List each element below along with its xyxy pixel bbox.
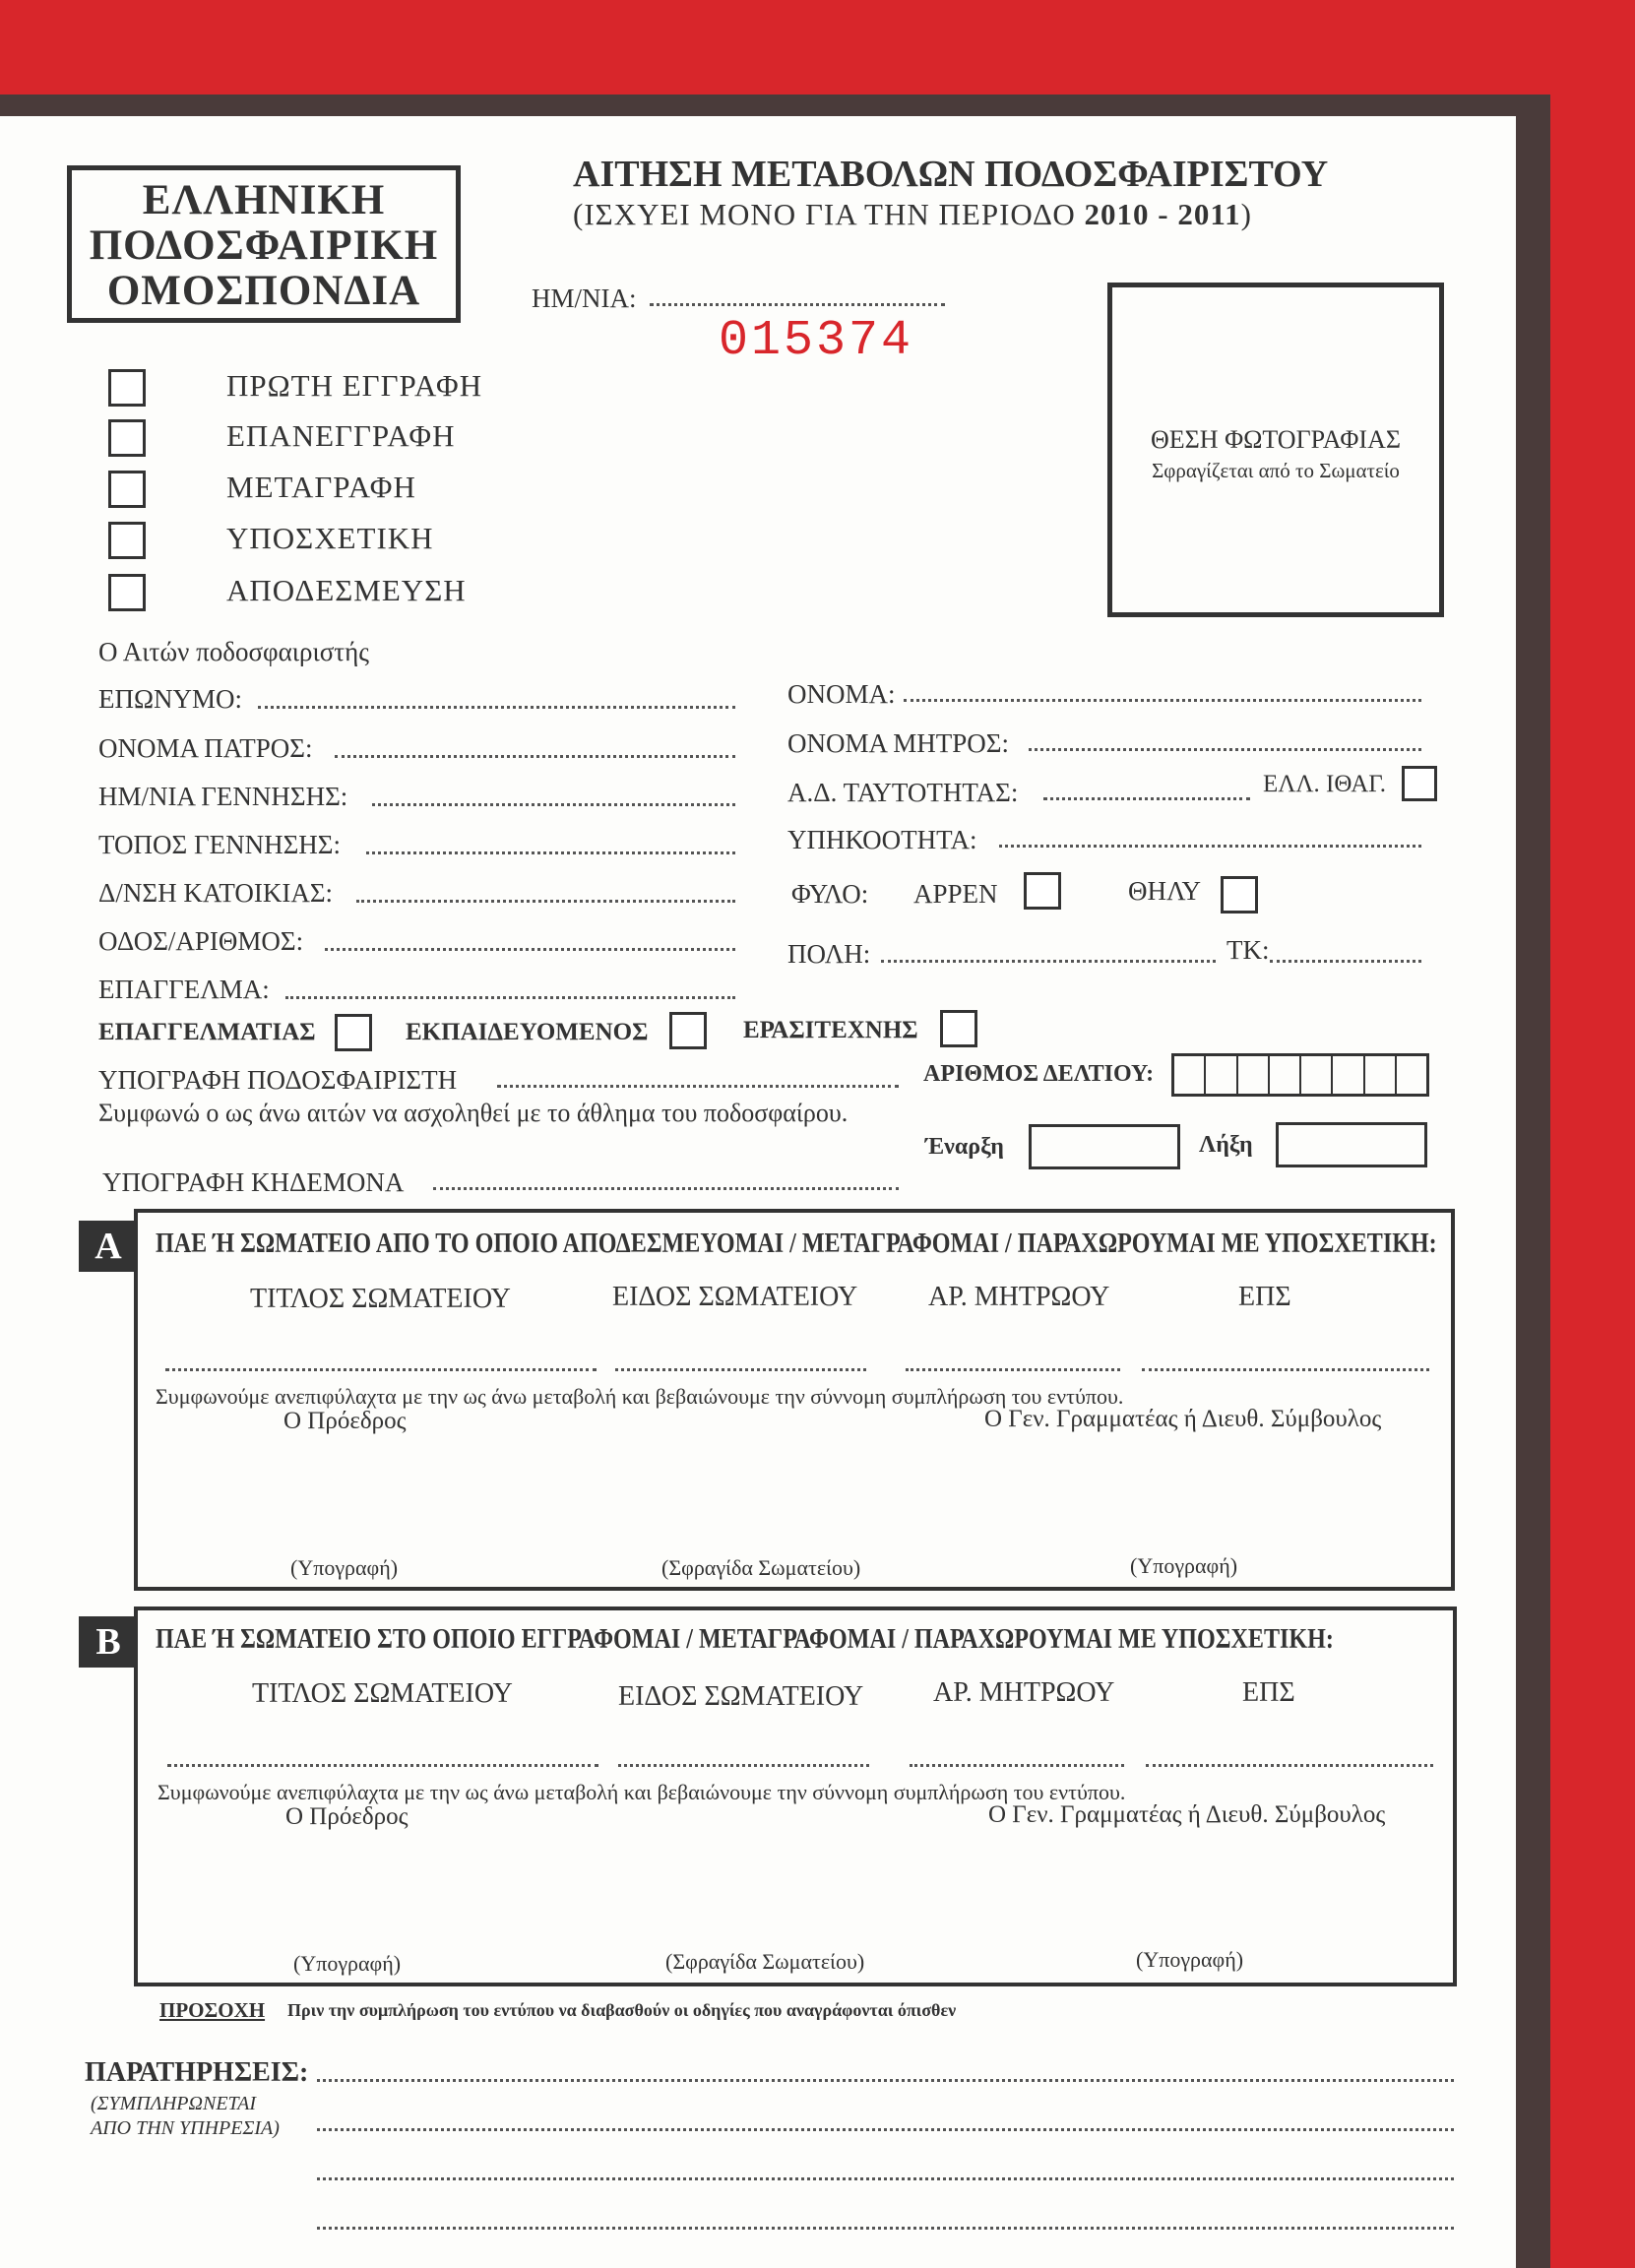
section-a-president-signature: (Υπογραφή) bbox=[290, 1555, 399, 1580]
remarks-line-3[interactable] bbox=[317, 2177, 1454, 2180]
field-birth-date[interactable] bbox=[372, 803, 735, 806]
label-greek-nationality: ΕΛΛ. ΙΘΑΓ. bbox=[1263, 771, 1386, 797]
label-gender: ΦΥΛΟ: bbox=[791, 879, 869, 909]
checkbox-trainee[interactable] bbox=[669, 1012, 707, 1049]
label-id-card: Α.Δ. ΤΑΥΤΟΤΗΤΑΣ: bbox=[787, 778, 1019, 807]
remarks-label: ΠΑΡΑΤΗΡΗΣΕΙΣ: bbox=[85, 2057, 309, 2088]
remarks-note-line-2: ΑΠΟ ΤΗΝ ΥΠΗΡΕΣΙΑ) bbox=[91, 2117, 280, 2139]
field-profession[interactable] bbox=[285, 996, 735, 999]
label-first-registration: ΠΡΩΤΗ ΕΓΓΡΑΦΗ bbox=[226, 368, 483, 403]
label-player-signature: ΥΠΟΓΡΑΦΗ ΠΟΔΟΣΦΑΙΡΙΣΤΗ bbox=[98, 1065, 458, 1095]
label-surname: ΕΠΩΝΥΜΟ: bbox=[98, 684, 243, 714]
label-mother-name: ΟΝΟΜΑ ΜΗΤΡΟΣ: bbox=[787, 728, 1009, 758]
label-postal-code: ΤΚ: bbox=[1226, 935, 1270, 965]
serial-number: 015374 bbox=[719, 313, 914, 369]
field-surname[interactable] bbox=[258, 706, 735, 709]
checkbox-transfer[interactable] bbox=[108, 471, 146, 508]
form-title: ΑΙΤΗΣΗ ΜΕΤΑΒΟΛΩΝ ΠΟΔΟΣΦΑΙΡΙΣΤΟΥ bbox=[573, 154, 1329, 195]
section-a-letter: Α bbox=[79, 1221, 138, 1272]
field-address[interactable] bbox=[356, 900, 735, 903]
field-name[interactable] bbox=[904, 699, 1421, 702]
checkbox-female[interactable] bbox=[1221, 876, 1258, 914]
label-promissory: ΥΠΟΣΧΕΤΙΚΗ bbox=[226, 521, 434, 555]
section-a-field-title[interactable] bbox=[165, 1368, 597, 1371]
label-address: Δ/ΝΣΗ ΚΑΤΟΙΚΙΑΣ: bbox=[98, 878, 334, 908]
section-b-field-registry[interactable] bbox=[910, 1764, 1124, 1767]
section-b-president: Ο Πρόεδρος bbox=[285, 1803, 409, 1830]
label-profession: ΕΠΑΓΓΕΛΜΑ: bbox=[98, 975, 270, 1004]
section-b-col-title: ΤΙΤΛΟΣ ΣΩΜΑΤΕΙΟΥ bbox=[252, 1678, 513, 1709]
field-end[interactable] bbox=[1276, 1122, 1427, 1167]
form-subtitle: (ΙΣΧΥΕΙ ΜΟΝΟ ΓΙΑ ΤΗΝ ΠΕΡΙΟΔΟ 2010 - 2011) bbox=[573, 197, 1252, 231]
label-male: ΑΡΡΕΝ bbox=[913, 879, 998, 909]
field-city[interactable] bbox=[881, 960, 1216, 963]
section-a-col-registry: ΑΡ. ΜΗΤΡΩΟΥ bbox=[928, 1282, 1110, 1312]
field-mother-name[interactable] bbox=[1029, 748, 1421, 751]
checkbox-amateur[interactable] bbox=[940, 1010, 977, 1047]
checkbox-greek-nationality[interactable] bbox=[1402, 766, 1437, 801]
label-trainee: ΕΚΠΑΙΔΕΥΟΜΕΝΟΣ bbox=[406, 1019, 649, 1045]
checkbox-re-registration[interactable] bbox=[108, 419, 146, 457]
field-postal-code[interactable] bbox=[1270, 960, 1421, 963]
label-amateur: ΕΡΑΣΙΤΕΧΝΗΣ bbox=[743, 1017, 918, 1043]
photo-box-title: ΘΕΣΗ ΦΩΤΟΓΡΑΦΙΑΣ bbox=[1151, 425, 1401, 454]
organization-line-2: ΠΟΔΟΣΦΑΙΡΙΚΗ bbox=[89, 222, 439, 269]
section-b-agreement: Συμφωνούμε ανεπιφύλαχτα με την ως άνω μεταβολή και βεβαιώνουμε την σύννομη συμπλήρωση του εντύπου. bbox=[157, 1780, 1126, 1804]
label-release: ΑΠΟΔΕΣΜΕΥΣΗ bbox=[226, 573, 467, 607]
checkbox-male[interactable] bbox=[1024, 872, 1061, 910]
remarks-note-line-1: (ΣΥΜΠΛΗΡΩΝΕΤΑΙ bbox=[91, 2093, 257, 2114]
section-a-heading: ΠΑΕ Ή ΣΩΜΑΤΕΙΟ ΑΠΟ ΤΟ ΟΠΟΙΟ ΑΠΟΔΕΣΜΕΥΟΜΑΙ / ΜΕΤΑΓΡΑΦΟΜΑΙ / ΠΑΡΑΧΩΡΟΥΜΑΙ ΜΕ ΥΠΟΣΧΕΤΙΚΗ: bbox=[156, 1228, 1437, 1259]
label-female: ΘΗΛΥ bbox=[1128, 876, 1201, 906]
consent-text: Συμφωνώ ο ως άνω αιτών να ασχοληθεί με το άθλημα του ποδοσφαίρου. bbox=[98, 1099, 849, 1127]
label-guardian-signature: ΥΠΟΓΡΑΦΗ ΚΗΔΕΜΟΝΑ bbox=[102, 1167, 405, 1197]
notice-label: ΠΡΟΣΟΧΗ bbox=[159, 1998, 266, 2022]
checkbox-promissory[interactable] bbox=[108, 522, 146, 559]
field-citizenship[interactable] bbox=[999, 845, 1421, 848]
section-a-field-registry[interactable] bbox=[906, 1368, 1120, 1371]
section-a-president: Ο Πρόεδρος bbox=[283, 1408, 407, 1434]
checkbox-professional[interactable] bbox=[335, 1014, 372, 1051]
organization-line-1: ΕΛΛΗΝΙΚΗ bbox=[142, 177, 386, 223]
section-a-col-eps: ΕΠΣ bbox=[1238, 1282, 1291, 1312]
section-b-col-registry: ΑΡ. ΜΗΤΡΩΟΥ bbox=[933, 1677, 1115, 1708]
section-b-club-stamp: (Σφραγίδα Σωματείου) bbox=[665, 1949, 865, 1974]
section-a-agreement: Συμφωνούμε ανεπιφύλαχτα με την ως άνω μεταβολή και βεβαιώνουμε την σύννομη συμπλήρωση του εντύπου. bbox=[156, 1384, 1124, 1409]
label-end: Λήξη bbox=[1199, 1132, 1253, 1158]
section-b-col-type: ΕΙΔΟΣ ΣΩΜΑΤΕΙΟΥ bbox=[618, 1681, 864, 1712]
label-card-number: ΑΡΙΘΜΟΣ ΔΕΛΤΙΟΥ: bbox=[923, 1061, 1155, 1087]
field-guardian-signature[interactable] bbox=[433, 1187, 899, 1190]
field-player-signature[interactable] bbox=[497, 1085, 899, 1088]
card-number-boxes[interactable] bbox=[1171, 1053, 1429, 1097]
label-start: Έναρξη bbox=[925, 1134, 1004, 1160]
label-father-name: ΟΝΟΜΑ ΠΑΤΡΟΣ: bbox=[98, 733, 313, 763]
section-b-field-eps[interactable] bbox=[1146, 1764, 1433, 1767]
label-street-number: ΟΔΟΣ/ΑΡΙΘΜΟΣ: bbox=[98, 926, 304, 956]
label-birth-place: ΤΟΠΟΣ ΓΕΝΝΗΣΗΣ: bbox=[98, 830, 341, 859]
section-b-secretary-signature: (Υπογραφή) bbox=[1136, 1947, 1244, 1972]
section-a-col-title: ΤΙΤΛΟΣ ΣΩΜΑΤΕΙΟΥ bbox=[250, 1284, 511, 1314]
field-birth-place[interactable] bbox=[366, 851, 735, 854]
section-b-president-signature: (Υπογραφή) bbox=[293, 1951, 402, 1976]
section-b-heading: ΠΑΕ Ή ΣΩΜΑΤΕΙΟ ΣΤΟ ΟΠΟΙΟ ΕΓΓΡΑΦΟΜΑΙ / ΜΕΤΑΓΡΑΦΟΜΑΙ / ΠΑΡΑΧΩΡΟΥΜΑΙ ΜΕ ΥΠΟΣΧΕΤΙΚΗ: bbox=[156, 1624, 1334, 1655]
label-name: ΟΝΟΜΑ: bbox=[787, 679, 896, 709]
applicant-intro: Ο Αιτών ποδοσφαιριστής bbox=[98, 637, 369, 666]
section-b-col-eps: ΕΠΣ bbox=[1242, 1677, 1295, 1708]
section-a-col-type: ΕΙΔΟΣ ΣΩΜΑΤΕΙΟΥ bbox=[612, 1282, 858, 1312]
section-a-secretary-signature: (Υπογραφή) bbox=[1130, 1553, 1238, 1578]
section-a-club-stamp: (Σφραγίδα Σωματείου) bbox=[661, 1555, 861, 1580]
photo-box-subtitle: Σφραγίζεται από το Σωματείο bbox=[1152, 459, 1400, 482]
label-birth-date: ΗΜ/ΝΙΑ ΓΕΝΝΗΣΗΣ: bbox=[98, 782, 348, 811]
label-re-registration: ΕΠΑΝΕΓΓΡΑΦΗ bbox=[226, 418, 456, 453]
checkbox-first-registration[interactable] bbox=[108, 369, 146, 407]
field-start[interactable] bbox=[1029, 1124, 1180, 1169]
section-a-secretary: Ο Γεν. Γραμματέας ή Διευθ. Σύμβουλος bbox=[984, 1406, 1382, 1432]
field-id-card[interactable] bbox=[1043, 797, 1250, 800]
section-b-field-type[interactable] bbox=[618, 1764, 869, 1767]
remarks-line-2[interactable] bbox=[317, 2128, 1454, 2131]
date-label: ΗΜ/ΝΙΑ: bbox=[532, 284, 637, 313]
label-city: ΠΟΛΗ: bbox=[787, 939, 871, 969]
section-a-field-eps[interactable] bbox=[1142, 1368, 1429, 1371]
section-b-letter: Β bbox=[79, 1616, 138, 1668]
remarks-line-4[interactable] bbox=[317, 2227, 1454, 2230]
notice-text: Πριν την συμπλήρωση του εντύπου να διαβασθούν οι οδηγίες που αναγράφονται όπισθεν bbox=[287, 2000, 957, 2020]
section-a-field-type[interactable] bbox=[615, 1368, 866, 1371]
section-b-field-title[interactable] bbox=[167, 1764, 598, 1767]
field-street-number[interactable] bbox=[325, 948, 735, 951]
organization-box bbox=[67, 165, 461, 323]
label-citizenship: ΥΠΗΚΟΟΤΗΤΑ: bbox=[787, 825, 977, 854]
organization-line-3: ΟΜΟΣΠΟΝΔΙΑ bbox=[106, 268, 421, 314]
section-b-secretary: Ο Γεν. Γραμματέας ή Διευθ. Σύμβουλος bbox=[988, 1801, 1386, 1828]
checkbox-release[interactable] bbox=[108, 574, 146, 611]
remarks-line-1[interactable] bbox=[317, 2079, 1454, 2082]
label-professional: ΕΠΑΓΓΕΛΜΑΤΙΑΣ bbox=[98, 1019, 316, 1045]
date-field[interactable] bbox=[650, 303, 945, 306]
label-transfer: ΜΕΤΑΓΡΑΦΗ bbox=[226, 470, 416, 504]
field-father-name[interactable] bbox=[335, 755, 735, 758]
photo-box[interactable] bbox=[1107, 283, 1444, 617]
period-value: 2010 - 2011 bbox=[1084, 197, 1241, 231]
